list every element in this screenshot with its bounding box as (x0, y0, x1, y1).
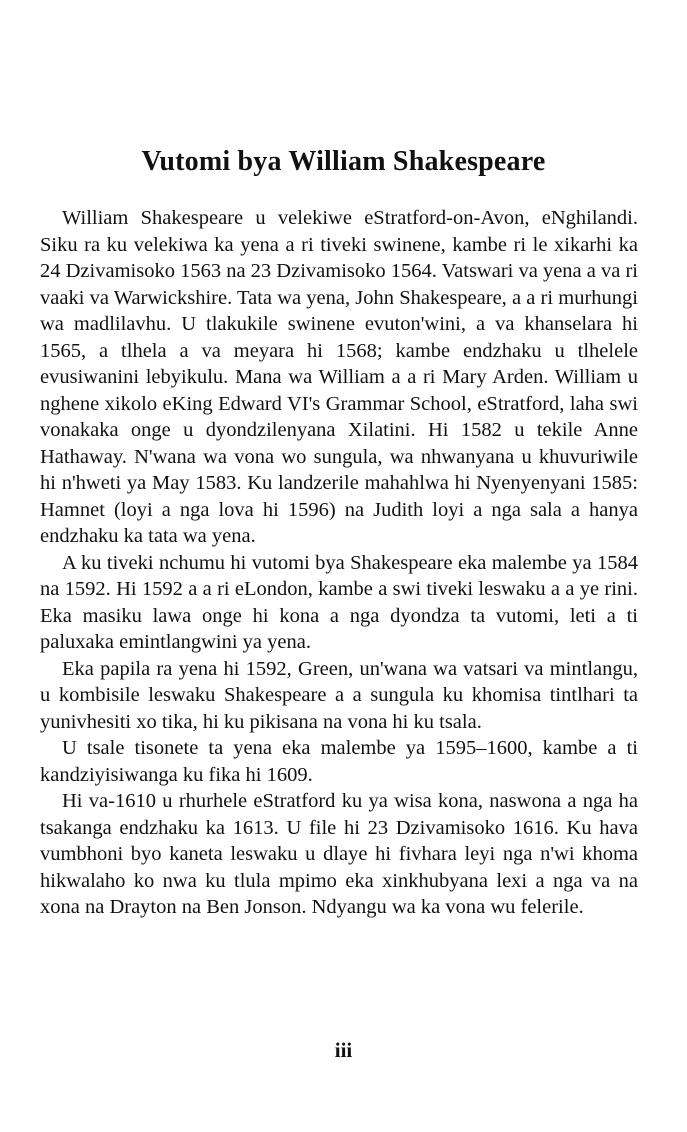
page-title: Vutomi bya William Shakespeare (141, 146, 546, 177)
paragraph-5: Hi va-1610 u rhurhele eStratford ku ya wisa kona, naswona a nga ha tsakanga endzhaku ka 1613. U file hi 23 Dzivamisoko 1616. Ku hava vumbhoni byo kaneta leswaku u dlaye hi fivhara leyi nga n'wi khoma hikwalaho ko nwa ku tlula mpimo eka xinkhubyana lexi a nga va na xona na Drayton na Ben Jonson. Ndyangu wa ka vona wu felerile. (40, 790, 638, 918)
paragraph-1: William Shakespeare u velekiwe eStratford-on-Avon, eNghilandi. Siku ra ku velekiwa ka yena a ri tiveki swinene, kambe ri le xikarhi ka 24 Dzivamisoko 1563 na 23 Dzivamisoko 1564. Vatswari va yena a va ri vaaki va Warwickshire. Tata wa yena, John Shakespeare, a a ri murhungi wa madlilavhu. U tlakukile swinene evuton'wini, a va khanselara hi 1565, a tlhela a va meyara hi 1568; kambe endzhaku u tlhelele evusiwanini lebyikulu. Mana wa William a a ri Mary Arden. William u nghene xikolo eKing Edward VI's Grammar School, eStratford, laha swi vonakaka onge u dyondzilenyana Xilatini. Hi 1582 u tekile Anne Hathaway. N'wana wa vona wo sungula, wa nhwanyana u khuvuriwile hi n'hweti ya May 1583. Ku landzerile mahahlwa hi Nyenyenyani 1585: Hamnet (loyi a nga lova hi 1596) na Judith loyi a nga sala a hanya endzhaku ka tata wa yena. (40, 207, 638, 547)
paragraph-2: A ku tiveki nchumu hi vutomi bya Shakespeare eka malembe ya 1584 na 1592. Hi 1592 a a ri eLondon, kambe a swi tiveki leswaku a a ye rini. Eka masiku lawa onge hi kona a nga dyondza ta vutomi, leti a ti paluxaka emintlangwini ya yena. (40, 551, 638, 653)
body-text (40, 205, 638, 921)
paragraph-4: U tsale tisonete ta yena eka malembe ya 1595–1600, kambe a ti kandziyisiwanga ku fika hi 1609. (40, 737, 638, 786)
paragraph-3: Eka papila ra yena hi 1592, Green, un'wana wa vatsari va mintlangu, u kombisile leswaku Shakespeare a a sungula ku khomisa tintlhari ta yunivhesiti xo tika, hi ku pikisana na vona hi ku tsala. (40, 657, 638, 733)
page-number: iii (334, 1038, 353, 1062)
